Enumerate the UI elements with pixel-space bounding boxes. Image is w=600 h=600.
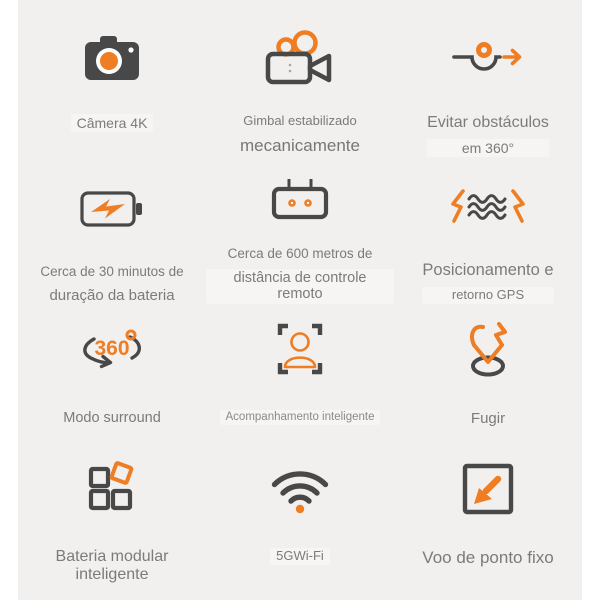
feature-label-line: retorno GPS <box>422 287 553 304</box>
smart-tracking-icon <box>272 304 328 394</box>
gps-signal-icon <box>449 164 527 251</box>
feature-gimbal <box>206 14 394 164</box>
feature-label-line: duração da bateria <box>49 286 175 304</box>
feature-label <box>63 410 161 427</box>
feature-camera-4k <box>18 14 206 164</box>
wifi-icon <box>268 444 332 534</box>
feature-label <box>18 548 206 585</box>
rotation-360-text: 360 <box>94 337 130 360</box>
feature-label <box>206 246 394 304</box>
feature-label-line: Evitar obstáculos <box>427 114 549 131</box>
feature-label-line: distância de controle remoto <box>206 269 394 304</box>
battery-icon <box>80 164 144 254</box>
feature-label-line: Gimbal estabilizado <box>243 113 357 128</box>
feature-label <box>240 114 360 155</box>
feature-label-line: Câmera 4K <box>71 114 154 132</box>
feature-fixed-point-flight <box>394 444 582 600</box>
feature-label-line: mecanicamente <box>239 135 360 155</box>
remote-control-icon <box>270 164 330 236</box>
feature-label <box>40 264 183 304</box>
obstacle-avoidance-icon <box>451 14 525 104</box>
feature-battery-duration <box>18 164 206 304</box>
feature-surround-mode <box>18 304 206 444</box>
feature-grid-panel <box>18 0 582 600</box>
escape-icon <box>461 304 515 394</box>
fixed-point-icon <box>461 444 515 534</box>
feature-obstacle-avoidance <box>394 14 582 164</box>
feature-label-line: Cerca de 30 minutos de <box>40 264 184 279</box>
feature-label <box>422 261 553 304</box>
feature-smart-tracking <box>206 304 394 444</box>
feature-label-line: Fugir <box>470 410 506 427</box>
rotation-360-icon <box>79 304 145 394</box>
modular-battery-icon <box>84 444 140 534</box>
feature-label <box>427 114 549 157</box>
feature-label <box>71 114 154 132</box>
feature-label-line: Modo surround <box>63 410 161 426</box>
feature-wifi <box>206 444 394 600</box>
feature-label <box>471 410 505 427</box>
feature-escape <box>394 304 582 444</box>
feature-label <box>220 410 381 425</box>
feature-label-line: Posicionamento e <box>422 261 554 280</box>
feature-label-line: em 360° <box>427 139 549 157</box>
feature-label-line: 5GWi-Fi <box>270 548 330 565</box>
feature-remote-distance <box>206 164 394 304</box>
feature-label-line: Voo de ponto fixo <box>422 548 554 567</box>
feature-label-line: Acompanhamento inteligente <box>220 410 381 425</box>
camera-icon <box>83 14 141 104</box>
feature-gps-return <box>394 164 582 304</box>
feature-label-line: Bateria modular inteligente <box>55 548 169 584</box>
feature-label-line: Cerca de 600 metros de <box>227 246 373 262</box>
video-camera-icon <box>263 14 337 104</box>
feature-label <box>270 548 330 565</box>
feature-modular-battery <box>18 444 206 600</box>
feature-label <box>422 548 553 568</box>
